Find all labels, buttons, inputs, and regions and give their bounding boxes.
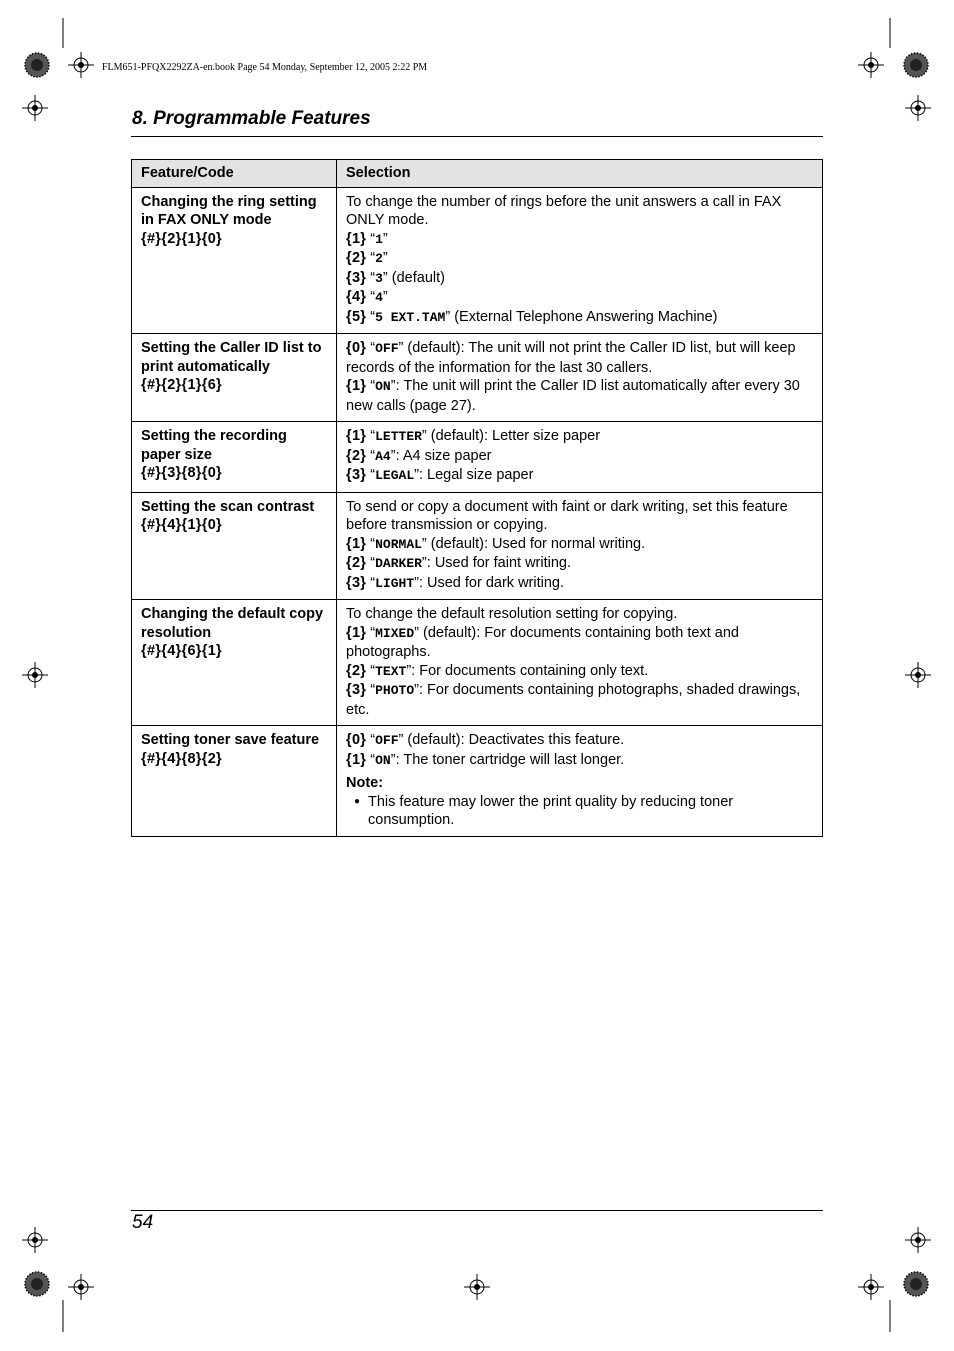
note-title: Note: [346,775,384,791]
selection-intro: To send or copy a document with faint or dark writing, set this feature before transmission or copying. [346,498,788,533]
selection-option: {0} “OFF” (default): The unit will not print the Caller ID list, but will keep records of the information for the last 30 callers. [346,340,796,376]
option-key: {3} [346,574,367,591]
option-key: {3} [346,467,367,483]
selection-option: {2} “2” [346,250,388,266]
option-value: ON [375,752,391,768]
option-value: LETTER [375,429,422,444]
feature-code: {#}{3}{8}{0} [141,465,222,481]
option-description: (default): Used for normal writing. [426,535,646,552]
option-key: {1} [346,624,367,641]
selection-option: {2} “A4”: A4 size paper [346,447,492,464]
option-description: : The unit will print the Caller ID list automatically after every 30 new calls (page 27). [346,378,800,414]
option-description: (default): For documents containing both text and photographs. [346,624,739,660]
option-key: {2} [346,662,367,679]
selection-option: {1} “NORMAL” (default): Used for normal writing. [346,535,646,552]
option-value: 3 [375,270,383,286]
option-description: : For documents containing only text. [411,662,649,679]
option-key: {1} [346,428,367,444]
option-key: {3} [346,269,367,286]
column-header-selection: Selection [337,160,823,188]
option-description: (default): The unit will not print the Caller ID list, but will keep records of the information for the last 30 callers. [346,340,796,376]
option-description: : For documents containing photographs, shaded drawings, etc. [346,682,801,718]
option-description: : Used for dark writing. [418,574,565,591]
option-value: OFF [375,733,399,748]
page-number: 54 [132,1212,154,1233]
column-header-feature: Feature/Code [132,160,337,188]
option-key: {0} [346,732,367,748]
print-header: FLM651-PFQX2292ZA-en.book Page 54 Monday, September 12, 2005 2:22 PM [102,62,428,73]
option-value: DARKER [375,556,422,571]
selection-option: {4} “4” [346,289,388,305]
option-description: (default) [387,269,445,286]
option-description: (External Telephone Answering Machine) [450,308,718,325]
option-value: PHOTO [375,683,415,698]
feature-name: Setting the scan contrast [141,498,315,515]
option-value: NORMAL [375,536,422,552]
selection-option: {3} “LIGHT”: Used for dark writing. [346,574,565,591]
option-key: {4} [346,289,367,305]
option-description: (default): Deactivates this feature. [403,732,625,748]
selection-intro: To change the default resolution setting for copying. [346,606,678,622]
option-key: {1} [346,535,367,552]
selection-option: {5} “5 EXT.TAM” (External Telephone Answering Machine) [346,308,718,325]
option-description: : Legal size paper [418,467,534,483]
feature-code: {#}{4}{1}{0} [141,517,222,533]
feature-code: {#}{4}{8}{2} [141,750,222,767]
option-value: A4 [375,448,391,464]
selection-option: {2} “DARKER”: Used for faint writing. [346,555,572,571]
option-value: 2 [375,251,383,266]
selection-option: {0} “OFF” (default): Deactivates this feature. [346,732,625,748]
option-description: : Used for faint writing. [426,555,572,571]
option-value: 1 [375,231,383,247]
option-key: {1} [346,751,367,768]
selection-option: {3} “LEGAL”: Legal size paper [346,467,534,483]
option-key: {1} [346,378,367,394]
section-title: 8. Programmable Features [132,108,371,129]
option-key: {1} [346,230,367,247]
selection-option: {1} “ON”: The unit will print the Caller ID list automatically after every 30 new calls (page 27). [346,378,800,414]
selection-option: {2} “TEXT”: For documents containing only text. [346,662,649,679]
option-description: (default): Letter size paper [426,428,601,444]
feature-name: Setting toner save feature [141,732,320,748]
option-value: TEXT [375,663,407,679]
selection-option: {1} “ON”: The toner cartridge will last longer. [346,751,625,768]
feature-code: {#}{2}{1}{6} [141,377,222,393]
option-description: : A4 size paper [395,447,492,464]
option-value: ON [375,379,391,394]
option-description: : The toner cartridge will last longer. [395,751,625,768]
feature-code: {#}{4}{6}{1} [141,643,222,659]
selection-intro: To change the number of rings before the unit answers a call in FAX ONLY mode. [346,193,782,228]
option-key: {0} [346,340,367,356]
option-key: {5} [346,308,367,325]
option-value: MIXED [375,625,415,641]
note-text: This feature may lower the print quality by reducing toner consumption. [368,793,734,828]
selection-option: {3} “PHOTO”: For documents containing photographs, shaded drawings, etc. [346,682,801,718]
option-key: {2} [346,555,367,571]
feature-name: Setting the Caller ID list to print automatically [141,340,322,375]
feature-name: Changing the ring setting in FAX ONLY mode [141,193,317,228]
option-value: LEGAL [375,468,415,483]
option-key: {2} [346,447,367,464]
selection-option: {1} “MIXED” (default): For documents containing both text and photographs. [346,624,739,660]
feature-name: Setting the recording paper size [141,428,287,463]
selection-option: {3} “3” (default) [346,269,445,286]
selection-option: {1} “LETTER” (default): Letter size paper [346,428,601,444]
option-key: {2} [346,250,367,266]
option-key: {3} [346,682,367,698]
selection-option: {1} “1” [346,230,388,247]
option-value: 5 EXT.TAM [375,309,446,325]
option-value: 4 [375,290,383,305]
option-value: OFF [375,341,399,356]
feature-code: {#}{2}{1}{0} [141,230,222,247]
option-value: LIGHT [375,575,415,591]
bullet-icon: ● [353,795,361,807]
feature-name: Changing the default copy resolution [141,606,324,641]
